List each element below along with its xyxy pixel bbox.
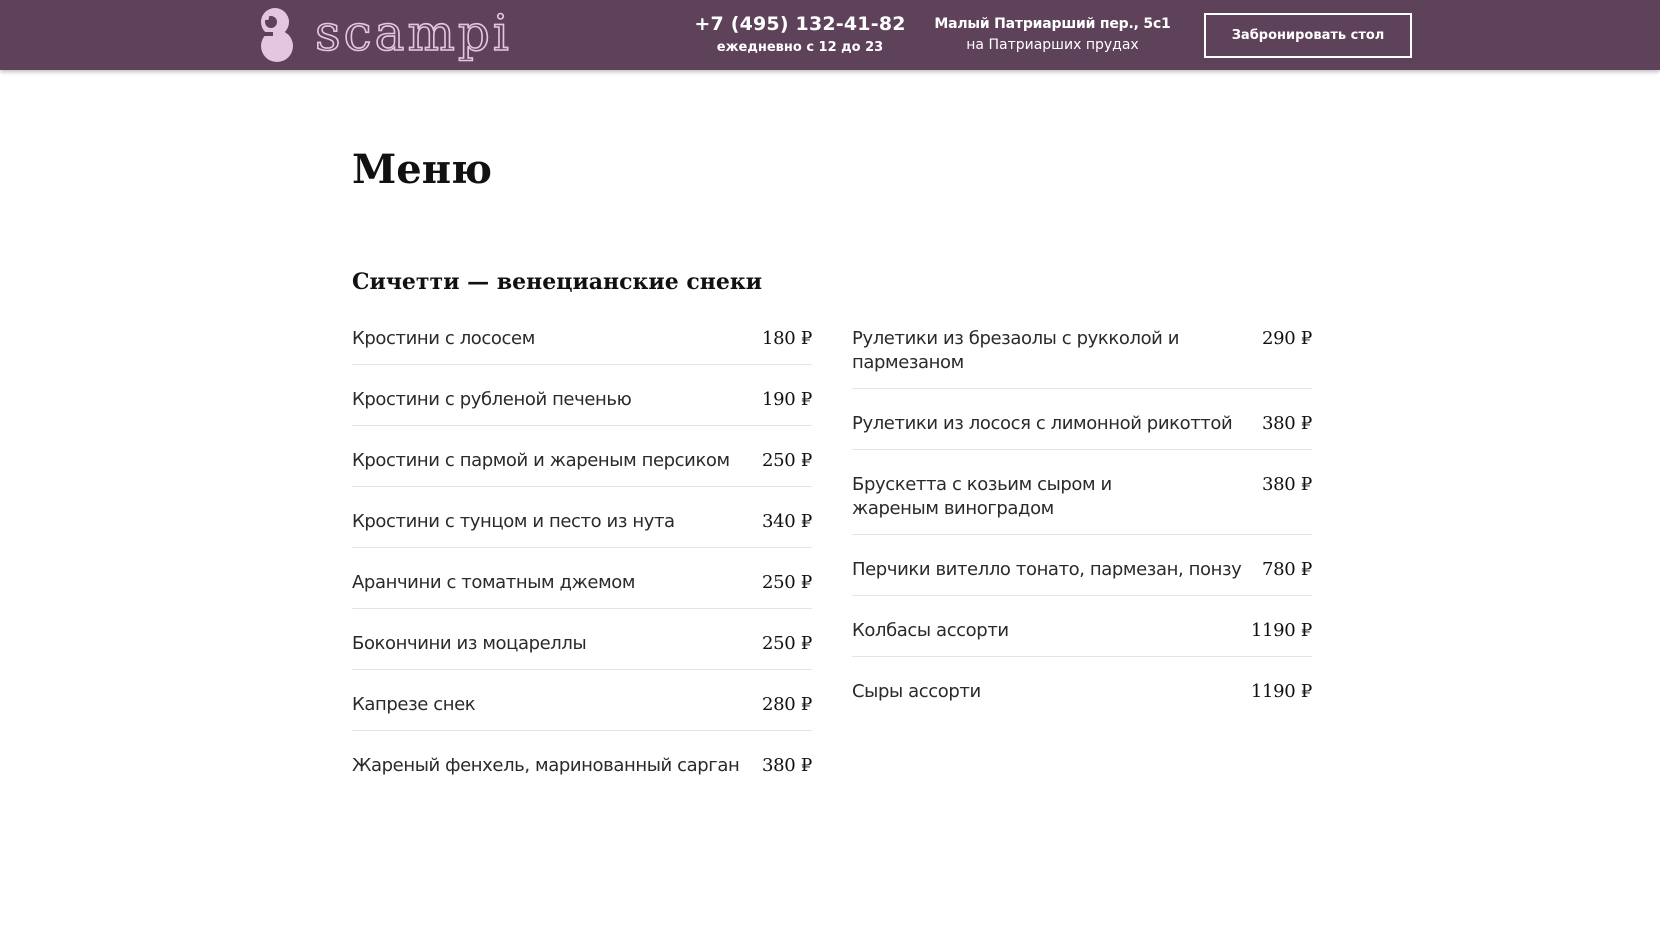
menu-item-price: 250 ₽ — [761, 572, 812, 593]
page-title: Меню — [352, 146, 493, 193]
menu-item-price: 1190 ₽ — [1250, 681, 1312, 702]
book-table-button[interactable]: Забронировать стол — [1204, 13, 1412, 58]
menu-item-name: Жареный фенхель, маринованный сарган — [352, 755, 740, 776]
menu-item-name: Рулетики из брезаолы с рукколой и пармезаном — [852, 328, 1180, 373]
menu-item — [852, 322, 1312, 389]
menu-item — [852, 407, 1312, 450]
menu-item-price: 280 ₽ — [761, 694, 812, 715]
menu-item-price: 380 ₽ — [1261, 474, 1312, 495]
menu-column-left — [352, 322, 812, 809]
top-bar — [0, 0, 1660, 70]
menu-item-name: Капрезе снек — [352, 694, 476, 715]
contact-block — [690, 12, 910, 58]
menu-item — [352, 505, 812, 548]
address-block — [930, 14, 1175, 56]
menu-item-price: 340 ₽ — [761, 511, 812, 532]
menu-item-name: Брускетта с козьим сыром и жареным виноградом — [852, 474, 1112, 519]
menu-item — [352, 322, 812, 365]
menu-item — [852, 468, 1312, 535]
menu-item-price: 1190 ₽ — [1250, 620, 1312, 641]
menu-item-price: 180 ₽ — [761, 328, 812, 349]
menu-item — [352, 627, 812, 670]
menu-item — [352, 688, 812, 731]
menu-item-price: 290 ₽ — [1261, 328, 1312, 349]
menu-item — [852, 614, 1312, 657]
address-landmark: на Патриарших прудах — [966, 37, 1139, 53]
menu-item-price: 780 ₽ — [1261, 559, 1312, 580]
scampi-logo[interactable] — [255, 4, 555, 66]
menu-column-right — [852, 322, 1312, 735]
opening-hours: ежедневно с 12 до 23 — [716, 40, 884, 55]
menu-item-price: 380 ₽ — [1261, 413, 1312, 434]
menu-item-price: 190 ₽ — [761, 389, 812, 410]
menu-item-name: Рулетики из лосося с лимонной рикоттой — [852, 413, 1233, 434]
menu-item-price: 250 ₽ — [761, 450, 812, 471]
menu-item — [352, 383, 812, 426]
menu-item — [352, 749, 812, 791]
logo-wordmark: scampi — [315, 4, 512, 62]
menu-item-name: Кростини с рубленой печенью — [352, 389, 632, 410]
menu-item-name: Колбасы ассорти — [852, 620, 1009, 641]
menu-item-name: Кростини с лососем — [352, 328, 535, 349]
menu-item-name: Кростини с пармой и жареным персиком — [352, 450, 730, 471]
menu-item — [852, 675, 1312, 717]
menu-item — [852, 553, 1312, 596]
menu-item-name: Перчики вителло тонато, пармезан, понзу — [852, 559, 1242, 580]
menu-item-name: Аранчини с томатным джемом — [352, 572, 636, 593]
menu-item-price: 250 ₽ — [761, 633, 812, 654]
menu-item-price: 380 ₽ — [761, 755, 812, 776]
menu-item-name: Бокончини из моцареллы — [352, 633, 587, 654]
menu-item — [352, 566, 812, 609]
menu-item-name: Сыры ассорти — [852, 681, 981, 702]
section-title: Сичетти — венецианские снеки — [352, 269, 763, 295]
phone-number[interactable]: +7 (495) 132-41-82 — [694, 13, 906, 35]
address-street: Малый Патриарший пер., 5с1 — [934, 16, 1171, 32]
menu-item-name: Кростини с тунцом и песто из нута — [352, 511, 675, 532]
menu-item — [352, 444, 812, 487]
